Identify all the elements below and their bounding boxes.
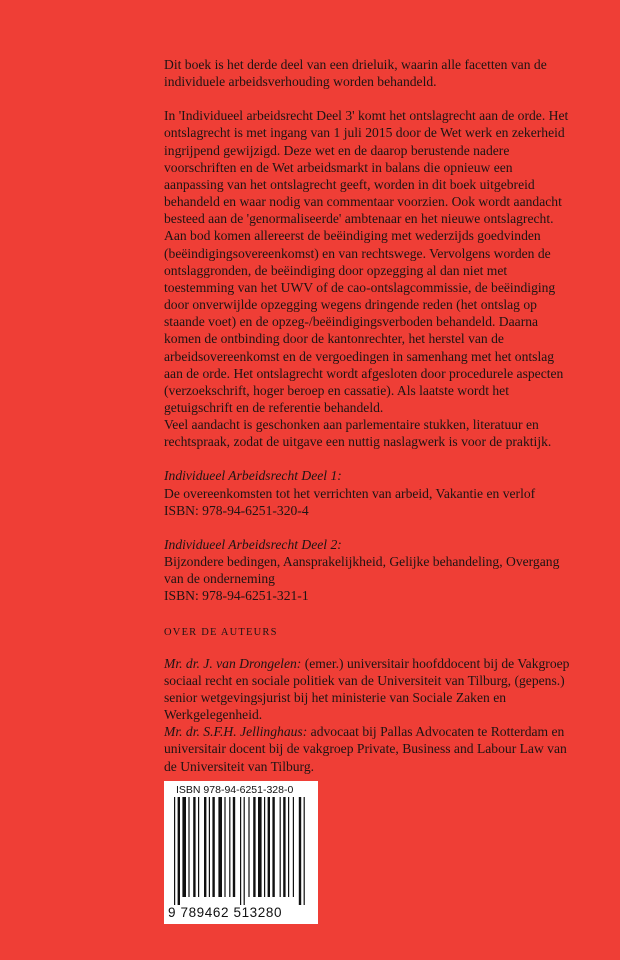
barcode-bar — [283, 797, 285, 897]
barcode-bar — [299, 797, 301, 905]
author-2-name: Mr. dr. S.F.H. Jellinghaus: — [164, 724, 308, 740]
volume-2-title: Individueel Arbeidsrecht Deel 2: — [164, 536, 342, 552]
description-paragraph: In 'Individueel arbeidsrecht Deel 3' komt het ontslagrecht aan de orde. Het ontslagrecht is met ingang van 1 juli 2015 door de Wet werk en zekerheid ingrijpend gewijzigd. Deze wet en de daarop berustende nadere voorschriften en de Wet arbeidsmarkt in balans die opnieuw een aanpassing van het ontslagrecht geeft, worden in dit boek uitgebreid behandeld en waar nodig van commentaar voorzien. Ook wordt aandacht besteed aan de 'genormaliseerde' ambtenaar en het nieuwe ontslagrecht. Aan bod komen allereerst de beëindiging met wederzijds goedvinden (beëindigingsovereenkomst) en van rechtswege. Vervolgens worden de ontslaggronden, de beëindiging door opzegging al dan niet met toestemming van het UWV of de cao-ontslagcommissie, de beëindiging door onverwijlde opzegging wegens dringende reden (het ontslag op staande voet) en de opzeg-/beëindigingsverboden behandeld. Daarna komen de ontbinding door de kantonrechter, het herstel van de arbeidsovereenkomst en de vergoedingen in samenhang met het ontslag aan de orde. Het ontslagrecht wordt afgesloten door procedurele aspecten (verzoekschrift, hoger beroep en cassatie). Als laatste wordt het getuigschrift en de referentie behandeld. — [164, 108, 569, 415]
intro-paragraph: Dit boek is het derde deel van een drieluik, waarin alle facetten van de individuele arbeidsverhouding worden behandeld. — [164, 57, 547, 90]
volume-2-subtitle: Bijzondere bedingen, Aansprakelijkheid, Gelijke behandeling, Overgang van de onderneming — [164, 554, 560, 587]
barcode-bar — [293, 797, 294, 897]
barcode-bar — [193, 797, 195, 897]
author-1 — [164, 655, 574, 724]
isbn-barcode — [164, 781, 318, 924]
author-2-bio: advocaat bij Pallas Advocaten te Rotterdam en universitair docent bij de vakgroep Private, Business and Labour Law van de Universiteit van Tilburg. — [164, 724, 567, 774]
barcode-bar — [224, 797, 225, 897]
barcode-bar — [280, 797, 281, 897]
volume-1-block — [164, 467, 574, 518]
barcode-bar — [209, 797, 210, 897]
barcode-bars — [170, 797, 312, 907]
attention-paragraph: Veel aandacht is geschonken aan parlementaire stukken, literatuur en rechtspraak, zodat de uitgave een nuttig naslagwerk is voor de praktijk. — [164, 417, 552, 450]
barcode-bar — [253, 797, 255, 897]
barcode-bar — [244, 797, 245, 905]
volume-1-isbn: ISBN: 978-94-6251-320-4 — [164, 502, 309, 518]
volume-2-block — [164, 536, 574, 605]
back-cover-text — [164, 56, 574, 775]
barcode-bar — [248, 797, 249, 897]
barcode-bar — [204, 797, 206, 897]
barcode-bar — [212, 797, 214, 897]
author-1-name: Mr. dr. J. van Drongelen: — [164, 655, 302, 671]
barcode-bar — [288, 797, 289, 897]
volume-1-subtitle: De overeenkomsten tot het verrichten van arbeid, Vakantie en verlof — [164, 485, 536, 501]
barcode-bar — [240, 797, 241, 905]
barcode-bar — [229, 797, 230, 897]
volume-2-isbn: ISBN: 978-94-6251-321-1 — [164, 588, 309, 604]
barcode-bar — [198, 797, 199, 897]
barcode-bar — [272, 797, 274, 897]
barcode-bar — [174, 797, 175, 905]
barcode-bar — [258, 797, 262, 897]
barcode-bar — [268, 797, 270, 897]
barcode-bar — [182, 797, 186, 897]
barcode-bar — [178, 797, 180, 905]
barcode-bar — [304, 797, 305, 905]
barcode-bar — [233, 797, 235, 897]
barcode-bar — [188, 797, 189, 897]
authors-heading: OVER DE AUTEURS — [164, 626, 278, 638]
author-1-bio: (emer.) universitair hoofddocent bij de Vakgroep sociaal recht en sociale politiek van de Universiteit van Tilburg, (gepens.) senior wetgevingsjurist bij het ministerie van Sociale Zaken en Werkgelegenheid. — [164, 655, 570, 723]
barcode-bar — [264, 797, 265, 897]
barcode-digits: 9 789462 513280 — [168, 905, 283, 920]
author-2 — [164, 723, 574, 774]
volume-1-title: Individueel Arbeidsrecht Deel 1: — [164, 468, 342, 484]
barcode-isbn-label: ISBN 978-94-6251-328-0 — [176, 784, 294, 796]
barcode-bar — [218, 797, 222, 897]
